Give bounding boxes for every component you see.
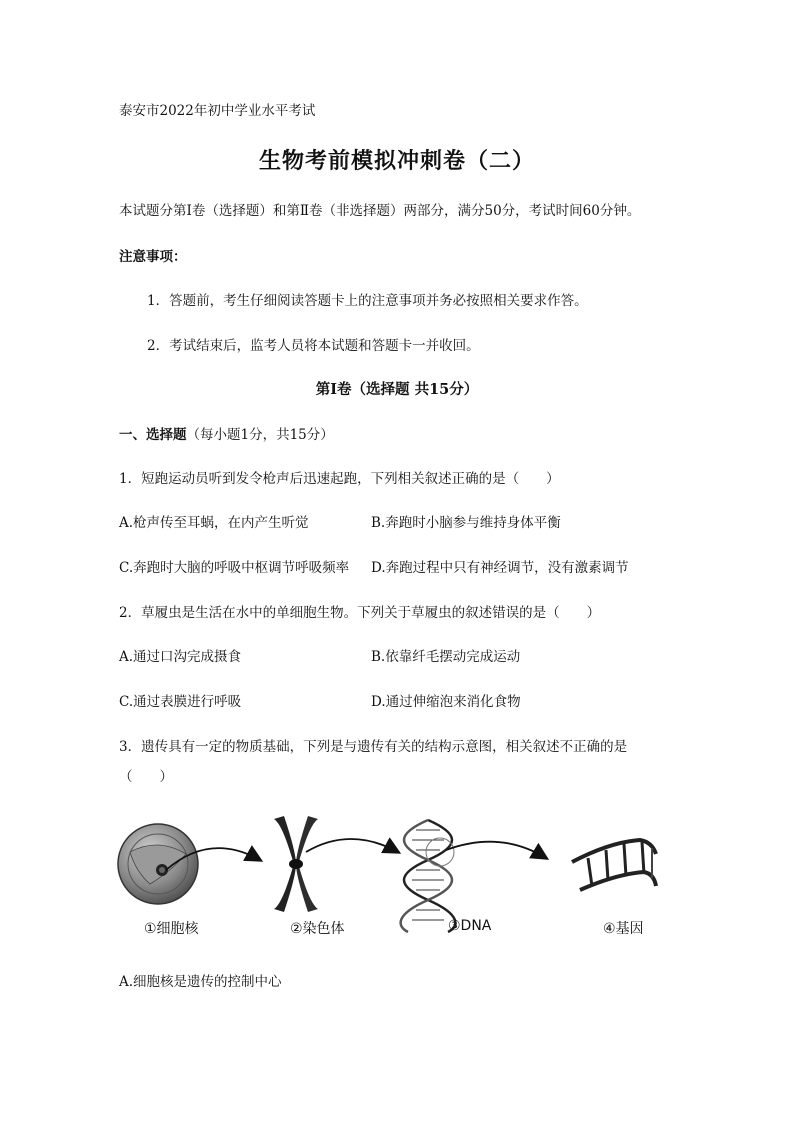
question-stem: 3．遗传具有一定的物质基础，下列是与遗传有关的结构示意图，相关叙述不正确的是	[119, 739, 628, 755]
notice-heading: 注意事项：	[119, 249, 187, 265]
part-heading	[119, 425, 334, 445]
dna-helix-image	[401, 820, 456, 932]
gene-segment-image	[572, 840, 656, 890]
question-stem: 1．短跑运动员听到发令枪声后迅速起跑，下列相关叙述正确的是（ ）	[119, 471, 560, 487]
chromosome-image	[274, 816, 318, 912]
section-heading: 第Ⅰ卷（选择题 共15分）	[315, 381, 479, 398]
arrow-2	[306, 839, 398, 852]
option-c: C.奔跑时大脑的呼吸中枢调节呼吸频率	[119, 560, 350, 576]
option-a: A.细胞核是遗传的控制中心	[119, 974, 282, 990]
notice-item: 2．考试结束后，监考人员将本试题和答题卡一并收回。	[147, 338, 480, 354]
option-d: D.奔跑过程中只有神经调节，没有激素调节	[371, 560, 629, 576]
figure-label-gene: ④基因	[603, 921, 644, 937]
part-title: 一、选择题	[119, 427, 187, 443]
question-stem: 2．草履虫是生活在水中的单细胞生物。下列关于草履虫的叙述错误的是（ ）	[119, 605, 601, 621]
option-a: A.枪声传至耳蜗，在内产生听觉	[119, 515, 309, 531]
option-c: C.通过表膜进行呼吸	[119, 694, 242, 710]
option-b: B.依靠纤毛摆动完成运动	[371, 649, 521, 665]
arrow-3	[446, 842, 546, 858]
exam-name: 泰安市2022年初中学业水平考试	[119, 103, 316, 119]
question-stem-continued: （ ）	[119, 769, 173, 785]
part-score-note: （每小题1分，共15分）	[186, 427, 334, 443]
figure-label-chromosome: ②染色体	[290, 921, 345, 937]
cell-nucleus-image	[118, 824, 198, 904]
figure-label-nucleus: ①细胞核	[144, 921, 199, 937]
figure-label-dna: ③DNA	[448, 918, 492, 934]
option-d: D.通过伸缩泡来消化食物	[371, 694, 521, 710]
notice-item: 1．答题前，考生仔细阅读答题卡上的注意事项并务必按照相关要求作答。	[147, 293, 588, 309]
option-a: A.通过口沟完成摄食	[119, 649, 242, 665]
exam-intro: 本试题分第Ⅰ卷（选择题）和第Ⅱ卷（非选择题）两部分，满分50分，考试时间60分钟。	[119, 203, 641, 219]
option-b: B.奔跑时小脑参与维持身体平衡	[371, 515, 561, 531]
page-title: 生物考前模拟冲刺卷（二）	[258, 148, 535, 174]
